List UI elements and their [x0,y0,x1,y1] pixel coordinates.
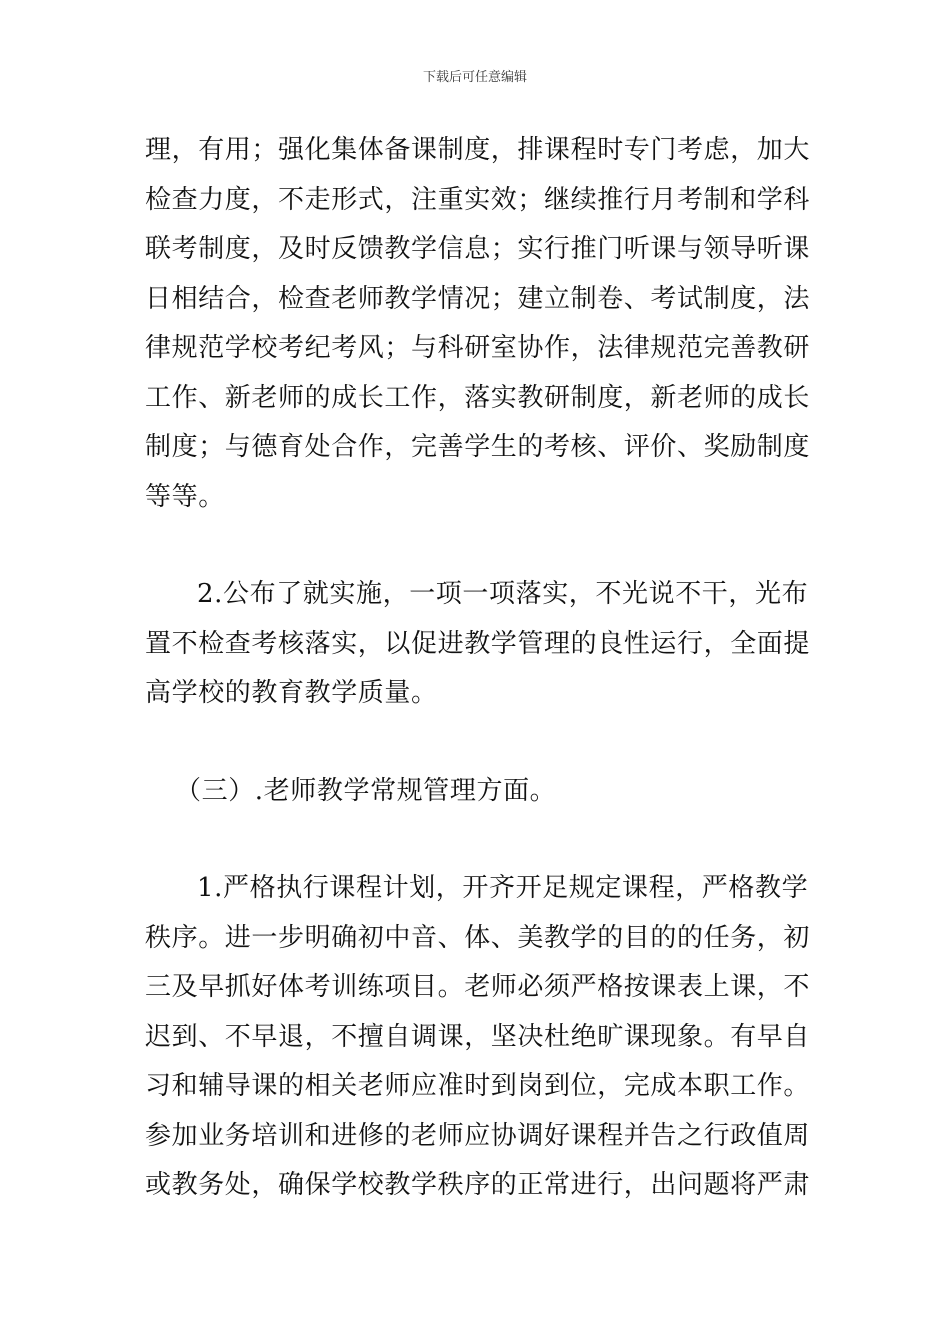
page-header: 下载后可任意编辑 [422,70,527,85]
paragraph-gap [145,816,810,864]
text-line: 等等。 [145,481,225,512]
text-line: 置不检查考核落实，以促进教学管理的良性运行，全面提 [145,628,810,659]
document-body [145,126,810,1211]
text-line: 参加业务培训和进修的老师应协调好课程并告之行政值周 [145,1120,810,1151]
section-heading-text: （三）.老师教学常规管理方面。 [175,775,557,806]
text-line: 检查力度，不走形式，注重实效；继续推行月考制和学科 [145,184,810,215]
section-heading [145,767,810,817]
paragraph-continuation [145,126,810,522]
text-line: 2.公布了就实施，一项一项落实，不光说不干，光布 [197,579,809,609]
text-line: 工作、新老师的成长工作，落实教研制度，新老师的成长 [145,382,810,413]
text-line: 高学校的教育教学质量。 [145,678,438,708]
text-line: 迟到、不早退，不擅自调课，坚决杜绝旷课现象。有早自 [145,1021,810,1052]
paragraph-item-1 [145,864,810,1211]
paragraph-item-2 [145,570,810,719]
text-line: 或教务处，确保学校教学秩序的正常进行，出问题将严肃 [145,1170,810,1200]
text-line: 日相结合，检查老师教学情况；建立制卷、考试制度，法 [145,283,810,314]
text-line: 联考制度，及时反馈教学信息；实行推门听课与领导听课 [145,234,810,264]
text-line: 律规范学校考纪考风；与科研室协作，法律规范完善教研 [145,333,810,363]
text-line: 制度；与德育处合作，完善学生的考核、评价、奖励制度 [145,432,810,462]
text-line: 习和辅导课的相关老师应准时到岗到位，完成本职工作。 [145,1071,810,1101]
text-line: 三及早抓好体考训练项目。老师必须严格按课表上课，不 [145,972,810,1002]
paragraph-gap [145,522,810,570]
paragraph-gap [145,719,810,767]
text-line: 秩序。进一步明确初中音、体、美教学的目的的任务，初 [145,922,810,953]
text-line: 1.严格执行课程计划，开齐开足规定课程，严格教学 [197,873,809,903]
text-line: 理，有用；强化集体备课制度，排课程时专门考虑，加大 [145,135,810,165]
